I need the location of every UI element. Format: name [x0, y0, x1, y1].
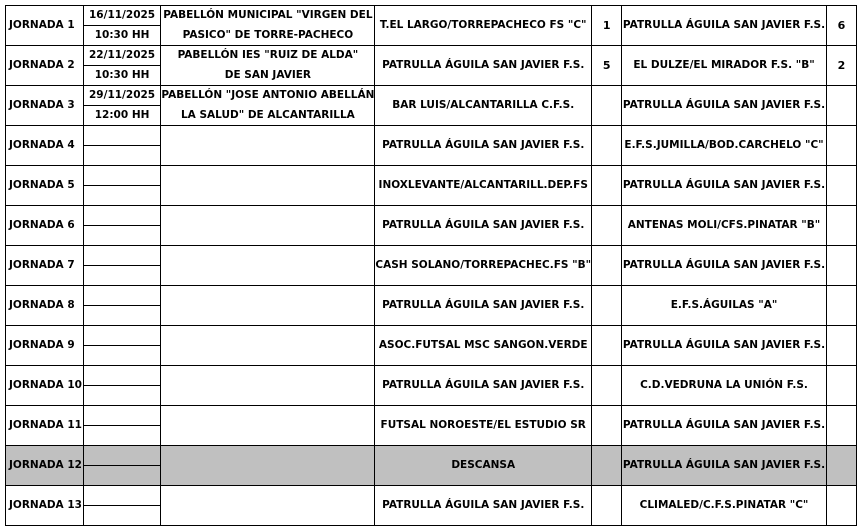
venue-line-1: PABELLÓN MUNICIPAL "VIRGEN DEL	[161, 6, 375, 26]
schedule-row	[6, 46, 857, 66]
match-time	[83, 186, 161, 206]
venue-line-2	[161, 306, 375, 326]
jornada-text: JORNADA 9	[9, 339, 75, 351]
jornada-label	[6, 46, 84, 86]
home-team: DESCANSA	[375, 446, 592, 486]
venue-line-1	[161, 406, 375, 426]
away-team: ANTENAS MOLI/CFS.PINATAR "B"	[622, 206, 827, 246]
away-score	[826, 446, 856, 486]
away-score	[826, 486, 856, 526]
home-team: PATRULLA ÁGUILA SAN JAVIER F.S.	[375, 486, 592, 526]
venue-line-1: PABELLÓN "JOSE ANTONIO ABELLÁN	[161, 86, 375, 106]
venue-line-2: LA SALUD" DE ALCANTARILLA	[161, 106, 375, 126]
jornada-text: JORNADA 5	[9, 179, 75, 191]
home-score	[592, 406, 622, 446]
home-score	[592, 86, 622, 126]
away-team: PATRULLA ÁGUILA SAN JAVIER F.S.	[622, 166, 827, 206]
venue-line-1	[161, 246, 375, 266]
jornada-label	[6, 126, 84, 166]
jornada-label	[6, 366, 84, 406]
jornada-text: JORNADA 7	[9, 259, 75, 271]
match-time: 10:30 HH	[83, 26, 161, 46]
away-score	[826, 126, 856, 166]
jornada-text: JORNADA 4	[9, 139, 75, 151]
home-team: FUTSAL NOROESTE/EL ESTUDIO SR	[375, 406, 592, 446]
schedule-row	[6, 446, 857, 466]
venue-line-2	[161, 426, 375, 446]
home-team: PATRULLA ÁGUILA SAN JAVIER F.S.	[375, 206, 592, 246]
schedule-row	[6, 286, 857, 306]
venue-line-1	[161, 486, 375, 506]
match-date: 16/11/2025	[83, 6, 161, 26]
match-time: 10:30 HH	[83, 66, 161, 86]
match-date	[83, 486, 161, 506]
home-score	[592, 206, 622, 246]
away-score	[826, 246, 856, 286]
jornada-label	[6, 406, 84, 446]
match-time	[83, 146, 161, 166]
away-team: EL DULZE/EL MIRADOR F.S. "B"	[622, 46, 827, 86]
venue-line-1: PABELLÓN IES "RUIZ DE ALDA"	[161, 46, 375, 66]
match-time	[83, 426, 161, 446]
jornada-label	[6, 206, 84, 246]
schedule-table	[5, 5, 857, 526]
venue-line-1	[161, 446, 375, 466]
match-time	[83, 466, 161, 486]
jornada-label	[6, 286, 84, 326]
away-team: CLIMALED/C.F.S.PINATAR "C"	[622, 486, 827, 526]
schedule-row	[6, 126, 857, 146]
home-team: INOXLEVANTE/ALCANTARILL.DEP.FS	[375, 166, 592, 206]
venue-line-2: PASICO" DE TORRE-PACHECO	[161, 26, 375, 46]
match-time	[83, 386, 161, 406]
home-team: PATRULLA ÁGUILA SAN JAVIER F.S.	[375, 46, 592, 86]
schedule-row	[6, 406, 857, 426]
jornada-text: JORNADA 6	[9, 219, 75, 231]
away-score	[826, 406, 856, 446]
jornada-label	[6, 446, 84, 486]
home-score	[592, 166, 622, 206]
home-score	[592, 366, 622, 406]
match-time	[83, 266, 161, 286]
schedule-row	[6, 86, 857, 106]
schedule-row	[6, 486, 857, 506]
home-score	[592, 286, 622, 326]
home-team: PATRULLA ÁGUILA SAN JAVIER F.S.	[375, 126, 592, 166]
jornada-text: JORNADA 2	[9, 59, 75, 71]
away-team: PATRULLA ÁGUILA SAN JAVIER F.S.	[622, 406, 827, 446]
match-date	[83, 166, 161, 186]
venue-line-1	[161, 326, 375, 346]
match-date	[83, 286, 161, 306]
away-team: PATRULLA ÁGUILA SAN JAVIER F.S.	[622, 326, 827, 366]
away-team: E.F.S.JUMILLA/BOD.CARCHELO "C"	[622, 126, 827, 166]
venue-line-2	[161, 266, 375, 286]
venue-line-2	[161, 506, 375, 526]
jornada-label	[6, 86, 84, 126]
jornada-text: JORNADA 8	[9, 299, 75, 311]
home-score	[592, 246, 622, 286]
match-date	[83, 446, 161, 466]
home-score	[592, 126, 622, 166]
home-score	[592, 326, 622, 366]
home-score	[592, 486, 622, 526]
home-score	[592, 446, 622, 486]
schedule-row	[6, 366, 857, 386]
schedule-row	[6, 206, 857, 226]
away-team: E.F.S.ÁGUILAS "A"	[622, 286, 827, 326]
away-score	[826, 206, 856, 246]
match-time	[83, 226, 161, 246]
venue-line-2: DE SAN JAVIER	[161, 66, 375, 86]
away-score	[826, 166, 856, 206]
home-team: T.EL LARGO/TORREPACHECO FS "C"	[375, 6, 592, 46]
schedule-row	[6, 246, 857, 266]
match-date	[83, 206, 161, 226]
away-team: PATRULLA ÁGUILA SAN JAVIER F.S.	[622, 6, 827, 46]
match-time	[83, 346, 161, 366]
away-score	[826, 326, 856, 366]
venue-line-2	[161, 226, 375, 246]
jornada-text: JORNADA 11	[9, 419, 82, 431]
jornada-text: JORNADA 10	[9, 379, 82, 391]
venue-line-2	[161, 146, 375, 166]
venue-line-2	[161, 346, 375, 366]
match-date	[83, 406, 161, 426]
venue-line-1	[161, 126, 375, 146]
away-score	[826, 286, 856, 326]
away-team: PATRULLA ÁGUILA SAN JAVIER F.S.	[622, 86, 827, 126]
match-date	[83, 126, 161, 146]
venue-line-1	[161, 166, 375, 186]
match-time	[83, 506, 161, 526]
match-date	[83, 246, 161, 266]
jornada-label	[6, 166, 84, 206]
venue-line-1	[161, 286, 375, 306]
home-score: 5	[592, 46, 622, 86]
venue-line-1	[161, 206, 375, 226]
jornada-label	[6, 246, 84, 286]
venue-line-2	[161, 466, 375, 486]
jornada-text: JORNADA 13	[9, 499, 82, 511]
match-date: 29/11/2025	[83, 86, 161, 106]
home-team: ASOC.FUTSAL MSC SANGON.VERDE	[375, 326, 592, 366]
jornada-label	[6, 6, 84, 46]
home-team: PATRULLA ÁGUILA SAN JAVIER F.S.	[375, 366, 592, 406]
venue-line-2	[161, 386, 375, 406]
match-time	[83, 306, 161, 326]
schedule-row	[6, 6, 857, 26]
away-team: PATRULLA ÁGUILA SAN JAVIER F.S.	[622, 246, 827, 286]
jornada-text: JORNADA 1	[9, 19, 75, 31]
away-score	[826, 86, 856, 126]
match-date	[83, 366, 161, 386]
away-score: 6	[826, 6, 856, 46]
schedule-row	[6, 326, 857, 346]
match-date	[83, 326, 161, 346]
jornada-label	[6, 486, 84, 526]
jornada-text: JORNADA 12	[9, 459, 82, 471]
home-team: BAR LUIS/ALCANTARILLA C.F.S.	[375, 86, 592, 126]
venue-line-2	[161, 186, 375, 206]
match-date: 22/11/2025	[83, 46, 161, 66]
home-team: PATRULLA ÁGUILA SAN JAVIER F.S.	[375, 286, 592, 326]
away-team: C.D.VEDRUNA LA UNIÓN F.S.	[622, 366, 827, 406]
home-score: 1	[592, 6, 622, 46]
schedule-row	[6, 166, 857, 186]
home-team: CASH SOLANO/TORREPACHEC.FS "B"	[375, 246, 592, 286]
away-score: 2	[826, 46, 856, 86]
jornada-label	[6, 326, 84, 366]
venue-line-1	[161, 366, 375, 386]
jornada-text: JORNADA 3	[9, 99, 75, 111]
away-team: PATRULLA ÁGUILA SAN JAVIER F.S.	[622, 446, 827, 486]
match-time: 12:00 HH	[83, 106, 161, 126]
away-score	[826, 366, 856, 406]
